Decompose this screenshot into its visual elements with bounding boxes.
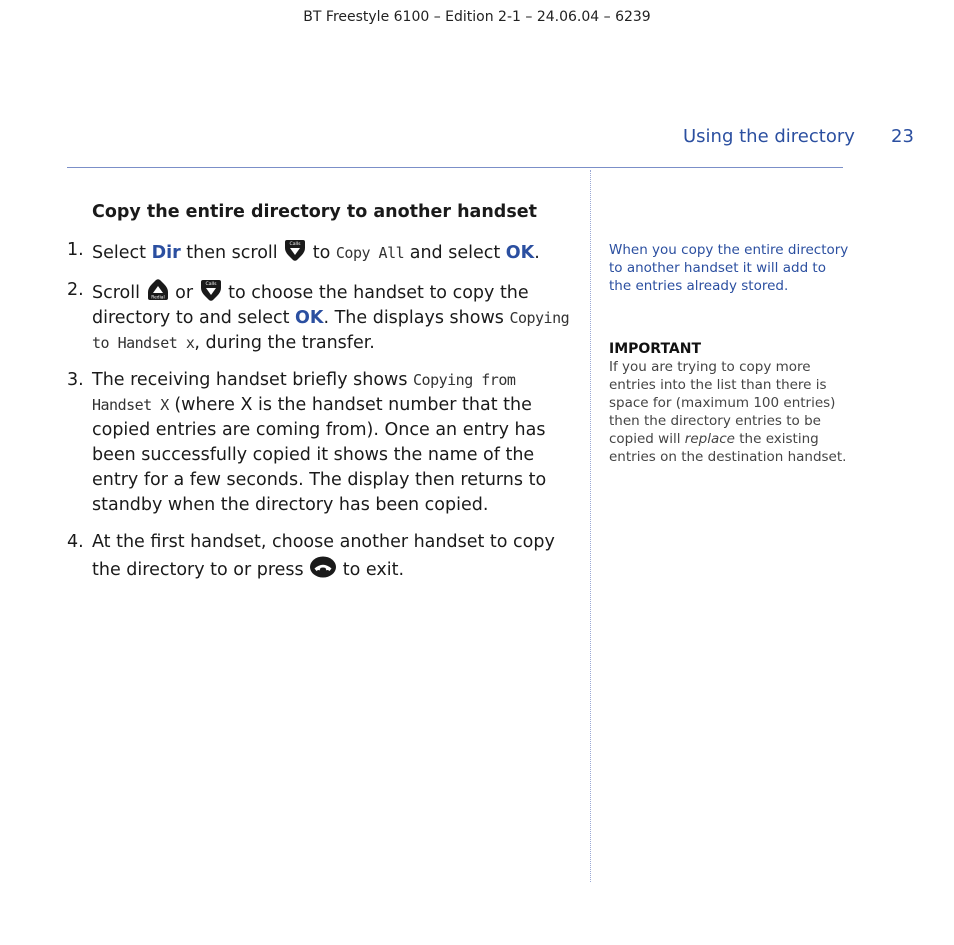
- section-title: Copy the entire directory to another handset: [92, 202, 537, 222]
- step-text: , during the transfer.: [194, 333, 375, 353]
- display-text: Copying to Handset x: [92, 309, 570, 352]
- display-text: Copying from Handset X: [92, 371, 516, 414]
- steps-list: [67, 238, 579, 583]
- step-text: The receiving handset briefly shows: [92, 370, 414, 390]
- running-title: Using the directory: [683, 126, 855, 147]
- display-text: Copy All: [335, 244, 405, 262]
- step-number: 1.: [67, 240, 84, 260]
- important-emphasis: replace: [684, 431, 735, 447]
- step-2: [67, 278, 579, 356]
- copy-note: When you copy the entire directory to another handset it will add to the entries already stored.: [609, 242, 849, 294]
- document-header: BT Freestyle 6100 – Edition 2-1 – 24.06.04 – 6239: [303, 9, 651, 25]
- header-rule: [67, 167, 843, 168]
- step-number: 4.: [67, 532, 84, 552]
- step-text: or: [169, 283, 199, 303]
- step-text: Scroll: [92, 283, 146, 303]
- svg-text:Calls: Calls: [289, 242, 301, 248]
- dir-keyword: Dir: [151, 243, 181, 263]
- ok-keyword: OK: [505, 243, 535, 263]
- step-text: then scroll: [180, 243, 284, 263]
- calls-down-arrow-icon: [283, 238, 307, 262]
- step-number: 2.: [67, 280, 84, 300]
- important-heading: IMPORTANT: [609, 341, 702, 357]
- step-text: . The displays shows: [323, 308, 510, 328]
- page-number: 23: [891, 126, 914, 147]
- step-text: to choose the handset to copy the directory to and select: [92, 283, 529, 328]
- sidebar: [609, 241, 849, 466]
- column-divider: [590, 170, 591, 882]
- step-text: to: [307, 243, 336, 263]
- important-text: [609, 358, 849, 466]
- ok-keyword: OK: [295, 308, 324, 328]
- step-number: 3.: [67, 370, 84, 390]
- step-4: [67, 530, 579, 583]
- step-text: and select: [404, 243, 506, 263]
- step-text: .: [534, 243, 540, 263]
- step-1: [67, 238, 579, 266]
- step-text: to exit.: [337, 560, 405, 580]
- step-text: At the first handset, choose another handset to copy the directory to or press: [92, 532, 555, 580]
- main-column: [67, 200, 579, 595]
- step-text: Select: [92, 243, 152, 263]
- end-call-icon: [309, 555, 337, 579]
- svg-text:Redial: Redial: [150, 295, 165, 301]
- redial-up-arrow-icon: [146, 278, 170, 302]
- important-text-part: If you are trying to copy more entries into the list than there is space for (maximum 100 entries) then the directory entries to be copied will: [609, 359, 836, 447]
- important-text-part: the existing entries on the destination handset.: [609, 431, 847, 465]
- step-text: (where X is the handset number that the copied entries are coming from). Once an entry has been successfully copied it shows the name of the entry for a few seconds. The display then returns to standby when the directory has been copied.: [92, 395, 547, 515]
- svg-text:Calls: Calls: [205, 282, 217, 288]
- calls-down-arrow-icon: [199, 278, 223, 302]
- step-3: [67, 368, 579, 518]
